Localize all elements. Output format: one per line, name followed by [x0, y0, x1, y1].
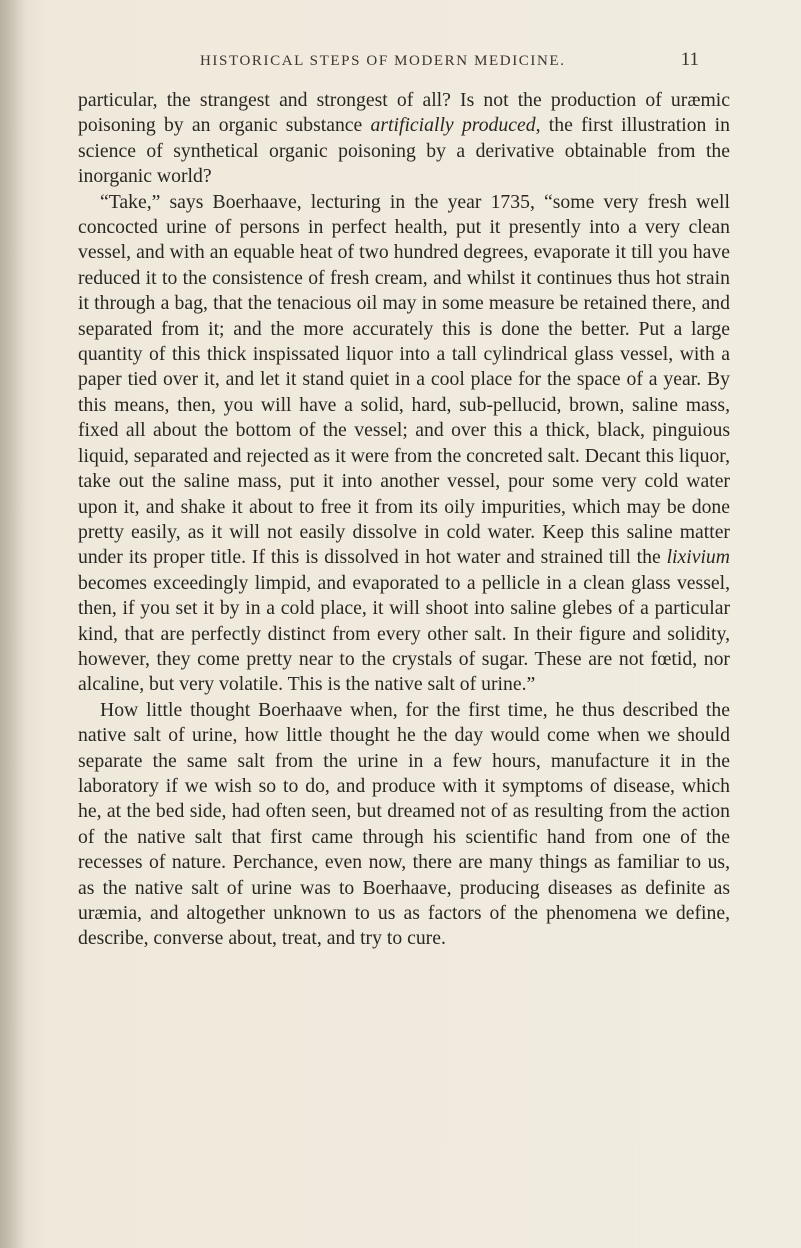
paragraph-2-quotation — [78, 190, 730, 698]
text-segment: , the first illustration in science of synthetical organic poisoning by a derivative obtainable from the inorganic world? — [78, 114, 730, 188]
paragraph-3 — [78, 698, 730, 952]
text-segment: How little thought Boerhaave when, for the first time, he thus described the native salt of urine, how little thought he the day would come when we should separate the same salt from the urine in a few hours, manufacture it in the laboratory if we wish so to do, and produce with it symptoms of disease, which he, at the bed side, had often seen, but dreamed not of as resulting from the action of the native salt that first came through his scientific hand from one of the recesses of nature. Perchance, even now, there are many things as familiar to us, as the native salt of urine was to Boerhaave, producing diseases as definite as uræmia, and altogether unknown to us as factors of the phenomena we define, describe, converse about, treat, and try to cure. — [78, 698, 730, 950]
text-segment: “Take,” says Boerhaave, lecturing in the year 1735, “some very fresh well concocted urine of persons in perfect health, put it presently into a very clean vessel, and with an equable heat of two hundred degrees, evaporate it till you have reduced it to the consistence of fresh cream, and whilst it continues thus hot strain it through a bag, that the tenacious oil may in some measure be retained there, and separated from it; and the more accurately this is done the better. Put a large quantity of this thick inspissated liquor into a tall cylindrical glass vessel, with a paper tied over it, and let it stand quiet in a cool place for the space of a year. By this means, then, you will have a solid, hard, sub-pellucid, brown, saline mass, fixed all about the bottom of the vessel; and over this a thick, black, pinguious liquid, separated and rejected as it were from the concreted salt. Decant this liquor, take out the saline mass, put it into another vessel, pour some very cold water upon it, and shake it about to free it from its oily impurities, which may be done pretty easily, as it will not easily dissolve in cold water. Keep this saline matter under its proper title. If this is dissolved in hot water and strained till the — [78, 190, 730, 569]
italic-phrase: artificially produced — [370, 114, 536, 137]
text-segment: particular, the strangest and strongest of all? Is not the production of uræmic poisoning by an organic substance — [78, 89, 730, 137]
body-text — [78, 88, 730, 952]
paragraph-1 — [78, 88, 730, 190]
spine-shadow — [0, 0, 26, 1248]
running-head: HISTORICAL STEPS OF MODERN MEDICINE. — [200, 53, 566, 69]
page-number: 11 — [680, 49, 699, 70]
italic-term: lixivium — [666, 546, 730, 569]
text-segment: becomes exceedingly limpid, and evaporated to a pellicle in a clean glass vessel, then, if you set it by in a cold place, it will shoot into saline glebes of a particular kind, that are perfectly distinct from every other salt. In their figure and solidity, however, they come pretty near to the crystals of sugar. These are not fœtid, nor alcaline, but very volatile. This is the native salt of urine.” — [78, 571, 730, 696]
